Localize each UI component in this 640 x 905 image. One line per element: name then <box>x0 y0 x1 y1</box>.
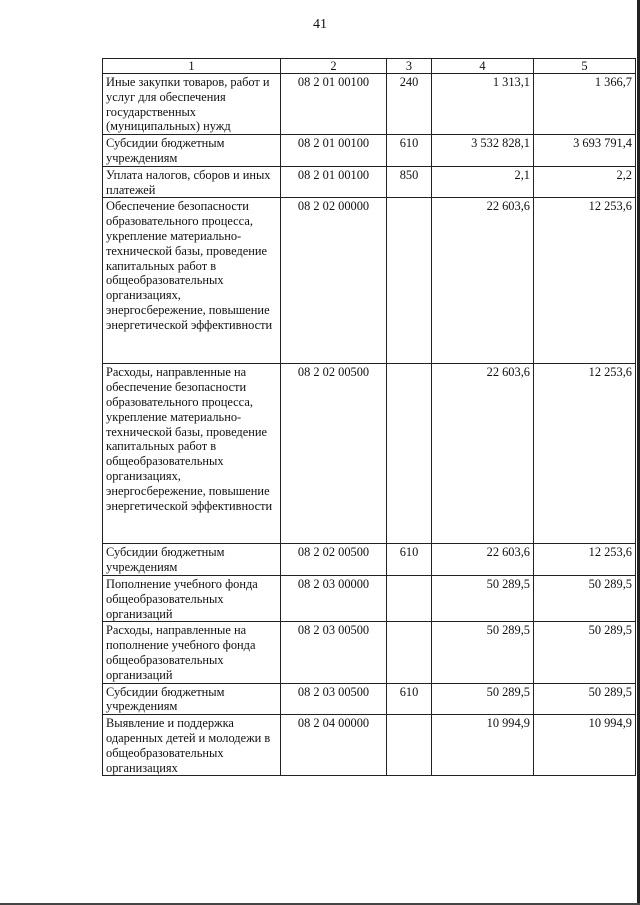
row-code: 08 2 01 00100 <box>281 166 387 198</box>
row-value-2: 3 693 791,4 <box>534 135 636 167</box>
table-header-row <box>103 59 636 74</box>
row-code: 08 2 03 00500 <box>281 622 387 683</box>
row-expense-type: 610 <box>387 683 432 715</box>
row-value-1: 10 994,9 <box>432 715 534 776</box>
row-code: 08 2 02 00500 <box>281 544 387 576</box>
row-name: Обеспечение безопасности образовательного процесса, укрепление материально-технической базы, проведение капитальных работ в общеобразовательных организациях, энергосбережение, повышение энергетической эффективности <box>103 198 281 364</box>
table-row <box>103 135 636 167</box>
column-header-2: 2 <box>281 59 387 74</box>
row-value-2: 10 994,9 <box>534 715 636 776</box>
table-row <box>103 575 636 621</box>
row-value-1: 50 289,5 <box>432 622 534 683</box>
table-row <box>103 364 636 544</box>
row-name: Расходы, направленные на пополнение учебного фонда общеобразовательных организаций <box>103 622 281 683</box>
row-expense-type <box>387 715 432 776</box>
row-name: Выявление и поддержка одаренных детей и молодежи в общеобразовательных организациях <box>103 715 281 776</box>
row-value-1: 22 603,6 <box>432 198 534 364</box>
budget-table <box>102 58 636 776</box>
row-value-2: 50 289,5 <box>534 622 636 683</box>
row-expense-type <box>387 622 432 683</box>
row-code: 08 2 03 00000 <box>281 575 387 621</box>
column-header-5: 5 <box>534 59 636 74</box>
row-code: 08 2 03 00500 <box>281 683 387 715</box>
row-value-2: 12 253,6 <box>534 544 636 576</box>
table-row <box>103 622 636 683</box>
row-value-1: 50 289,5 <box>432 683 534 715</box>
column-header-1: 1 <box>103 59 281 74</box>
row-code: 08 2 02 00500 <box>281 364 387 544</box>
row-value-2: 12 253,6 <box>534 364 636 544</box>
row-expense-type: 240 <box>387 74 432 135</box>
row-value-1: 50 289,5 <box>432 575 534 621</box>
row-code: 08 2 04 00000 <box>281 715 387 776</box>
row-expense-type: 610 <box>387 544 432 576</box>
row-expense-type: 610 <box>387 135 432 167</box>
row-value-1: 1 313,1 <box>432 74 534 135</box>
table-row <box>103 715 636 776</box>
row-code: 08 2 01 00100 <box>281 74 387 135</box>
row-name: Уплата налогов, сборов и иных платежей <box>103 166 281 198</box>
row-value-2: 1 366,7 <box>534 74 636 135</box>
row-code: 08 2 02 00000 <box>281 198 387 364</box>
row-value-2: 2,2 <box>534 166 636 198</box>
row-value-1: 3 532 828,1 <box>432 135 534 167</box>
row-value-2: 50 289,5 <box>534 683 636 715</box>
column-header-4: 4 <box>432 59 534 74</box>
row-expense-type <box>387 198 432 364</box>
row-expense-type: 850 <box>387 166 432 198</box>
row-name: Субсидии бюджетным учреждениям <box>103 544 281 576</box>
row-value-1: 22 603,6 <box>432 364 534 544</box>
row-name: Иные закупки товаров, работ и услуг для обеспечения государственных (муниципальных) нужд <box>103 74 281 135</box>
row-expense-type <box>387 575 432 621</box>
row-name: Расходы, направленные на обеспечение безопасности образовательного процесса, укрепление материально-технической базы, проведение капитальных работ в общеобразовательных организациях, энергосбережение, повышение энергетической эффективности <box>103 364 281 544</box>
row-value-2: 50 289,5 <box>534 575 636 621</box>
row-name: Субсидии бюджетным учреждениям <box>103 683 281 715</box>
table-row <box>103 166 636 198</box>
row-code: 08 2 01 00100 <box>281 135 387 167</box>
row-expense-type <box>387 364 432 544</box>
table-row <box>103 683 636 715</box>
row-value-2: 12 253,6 <box>534 198 636 364</box>
page-number: 41 <box>313 17 327 32</box>
column-header-3: 3 <box>387 59 432 74</box>
table-row <box>103 198 636 364</box>
row-value-1: 2,1 <box>432 166 534 198</box>
table-row <box>103 74 636 135</box>
row-name: Субсидии бюджетным учреждениям <box>103 135 281 167</box>
table-row <box>103 544 636 576</box>
row-value-1: 22 603,6 <box>432 544 534 576</box>
row-name: Пополнение учебного фонда общеобразовательных организаций <box>103 575 281 621</box>
